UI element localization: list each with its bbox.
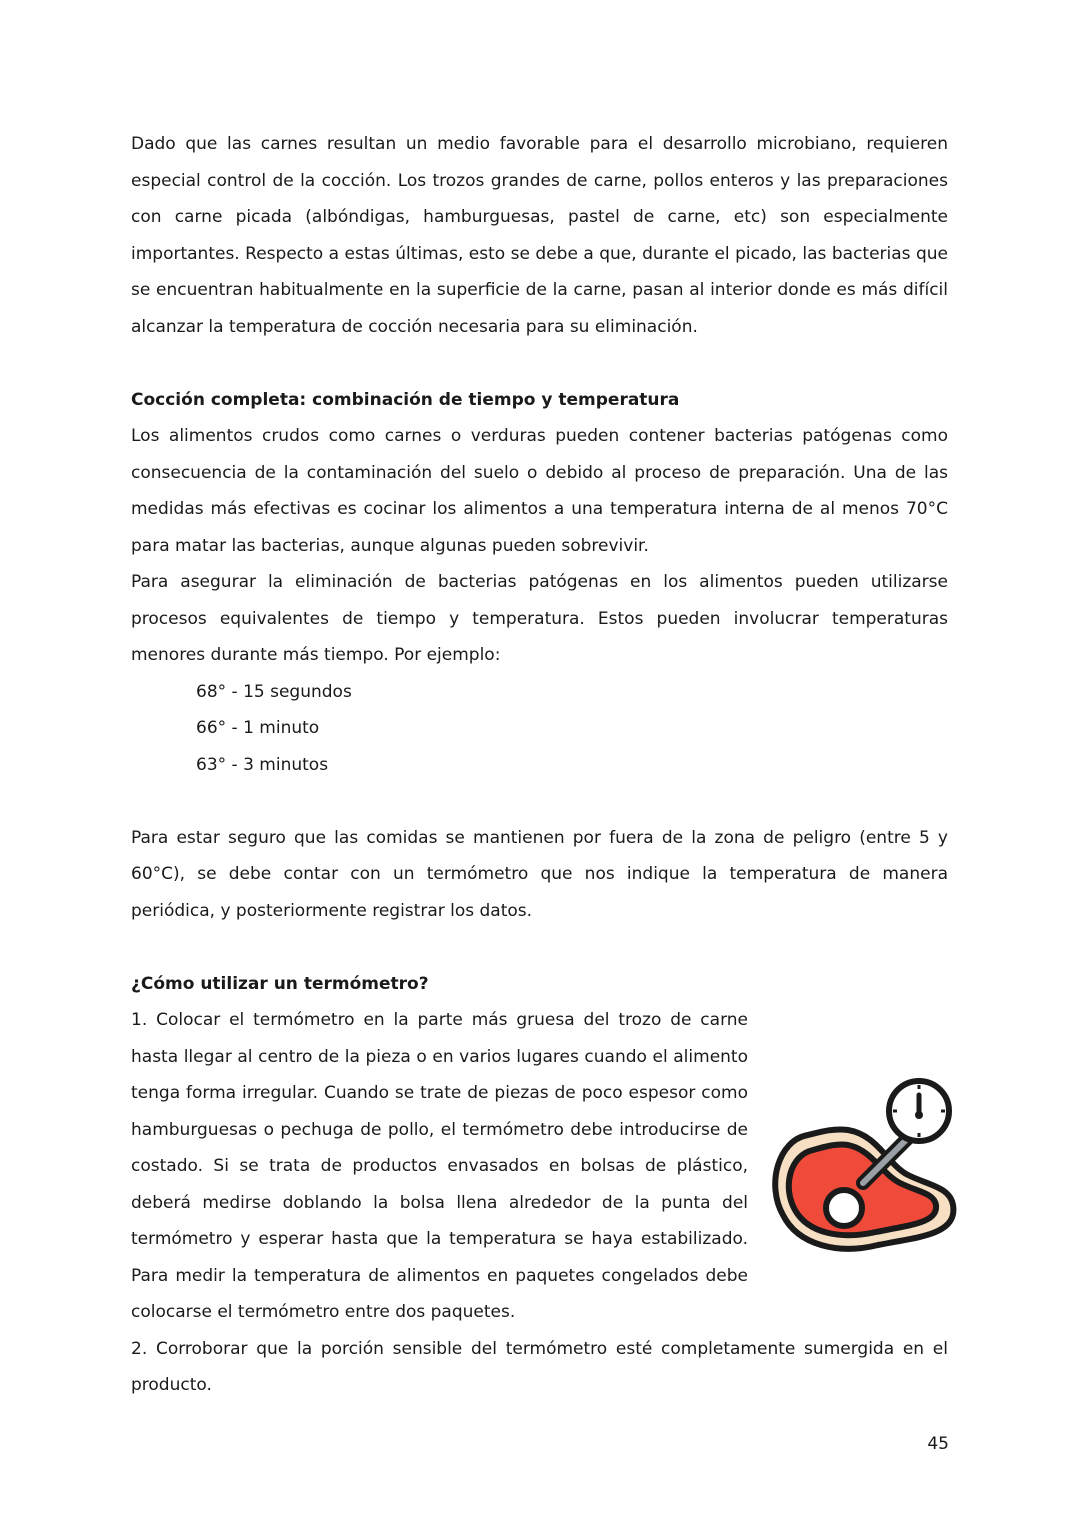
meat-thermometer-icon — [768, 1075, 958, 1270]
intro-paragraph: Dado que las carnes resultan un medio favorable para el desarrollo microbiano, requieren especial control de la cocción. Los trozos grandes de carne, pollos enteros y las preparaciones con carne picada (albóndigas, hamburguesas, pastel de carne, etc) son especialmente importantes. Respecto a estas últimas, esto se debe a que, durante el picado, las bacterias que se encuentran habitualmente en la superficie de la carne, pasan al interior donde es más difícil alcanzar la temperatura de cocción necesaria para su eliminación. — [131, 134, 948, 337]
section-heading-termometro: ¿Cómo utilizar un termómetro? — [131, 973, 429, 994]
coccion-paragraph-2: Para asegurar la eliminación de bacterias patógenas en los alimentos pueden utilizarse procesos equivalentes de tiempo y temperatura. Estos pueden involucrar temperaturas menores durante más tiempo. Por ejemplo: — [131, 572, 948, 665]
page-number: 45 — [927, 1434, 949, 1454]
list-item: 66° - 1 minuto — [196, 718, 320, 738]
list-item: 68° - 15 segundos — [196, 681, 352, 702]
section-heading-coccion: Cocción completa: combinación de tiempo y temperatura — [131, 389, 680, 410]
step-2-paragraph: 2. Corroborar que la porción sensible del termómetro esté completamente sumergida en el producto. — [131, 1338, 948, 1395]
step-1-paragraph: 1. Colocar el termómetro en la parte más gruesa del trozo de carne hasta llegar al centro de la pieza o en varios lugares cuando el alimento tenga forma irregular. Cuando se trate de piezas de poco espesor como hamburguesas o pechuga de pollo, el termómetro debe introducirse de costado. Si se trata de productos envasados en bolsas de plástico, deberá medirse doblando la bolsa llena alrededor de la punta del termómetro y esperar hasta que la temperatura se haya estabilizado. Para medir la temperatura de alimentos en paquetes congelados debe colocarse el termómetro entre dos paquetes. — [131, 1010, 748, 1322]
time-temperature-list — [131, 674, 948, 784]
illustration-container — [758, 1075, 948, 1270]
list-item: 63° - 3 minutos — [196, 754, 329, 775]
danger-zone-paragraph: Para estar seguro que las comidas se mantienen por fuera de la zona de peligro (entre 5 y 60°C), se debe contar con un termómetro que nos indique la temperatura de manera periódica, y posteriormente registrar los datos. — [131, 827, 948, 921]
coccion-paragraph-1: Los alimentos crudos como carnes o verduras pueden contener bacterias patógenas como consecuencia de la contaminación del suelo o debido al proceso de preparación. Una de las medidas más efectivas es cocinar los alimentos a una temperatura interna de al menos 70°C para matar las bacterias, aunque algunas pueden sobrevivir. — [131, 426, 948, 556]
document-page — [131, 126, 948, 1404]
